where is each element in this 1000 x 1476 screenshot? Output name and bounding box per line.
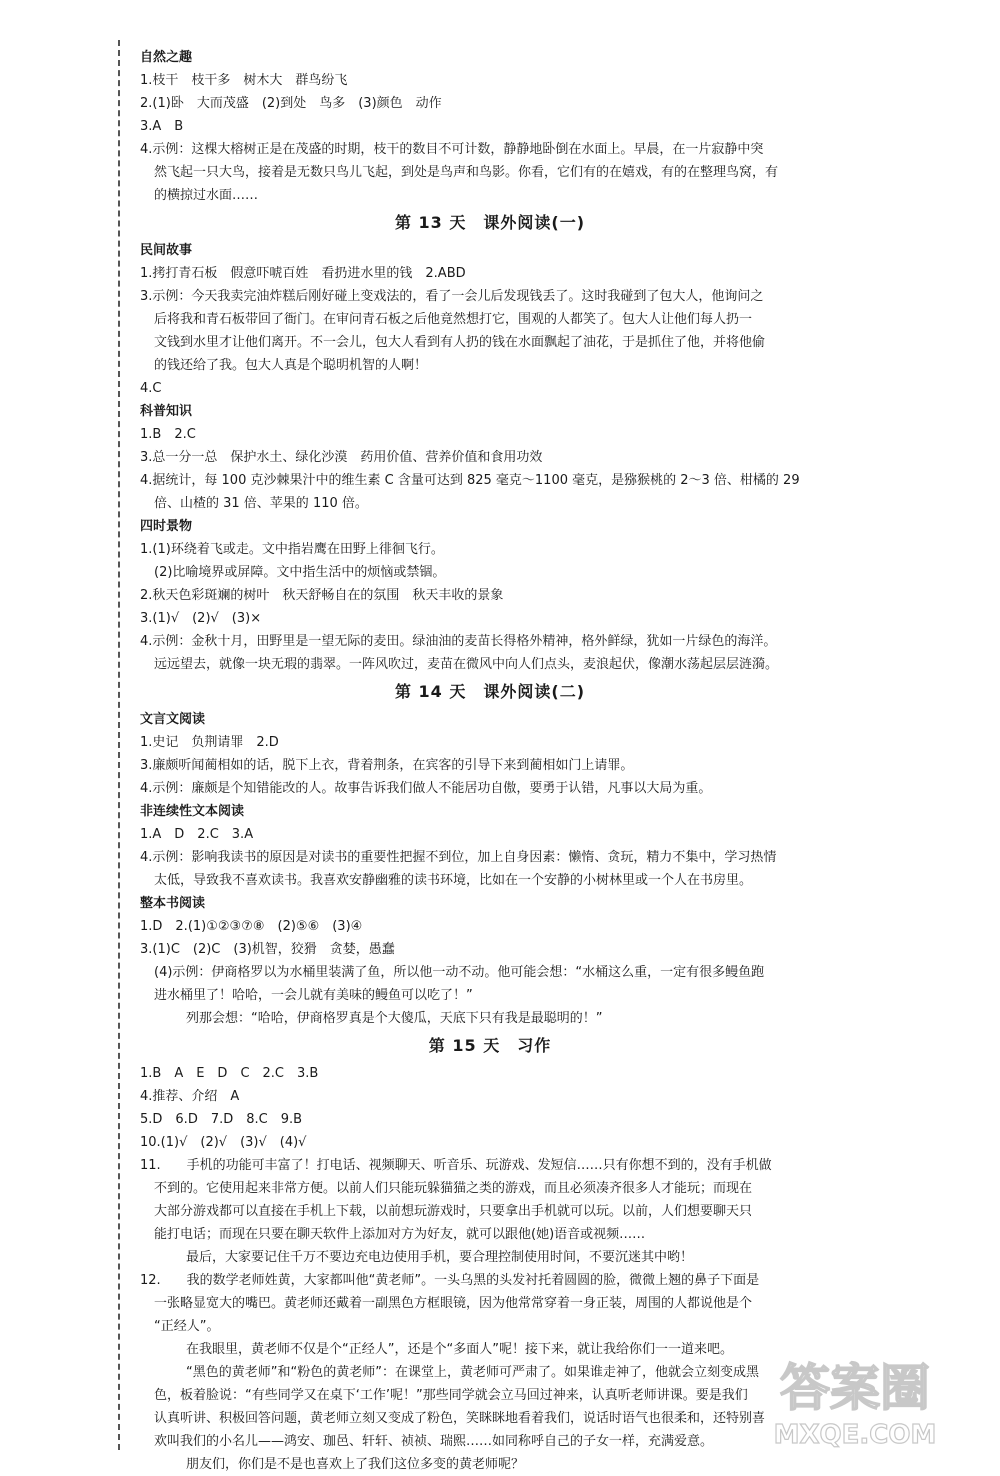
section-heading: 四时景物	[140, 519, 193, 534]
answer-line: 5.D 6.D 7.D 8.C 9.B	[140, 1112, 303, 1127]
answer-line: (4)示例：伊商格罗以为水桶里装满了鱼，所以他一动不动。他可能会想：“水桶这么重，一定有很多鳗鱼跑	[154, 965, 765, 980]
answer-line: 4.示例：金秋十月，田野里是一望无际的麦田。绿油油的麦苗长得格外精神，格外鲜绿，犹如一片绿色的海洋。	[140, 634, 777, 649]
answer-line: 一张略显宽大的嘴巴。黄老师还戴着一副黑色方框眼镜，因为他常常穿着一身正装，周围的人都说他是个	[154, 1296, 753, 1311]
answer-line: 1.枝干 枝干多 树木大 群鸟纷飞	[140, 73, 348, 88]
answer-line: 在我眼里，黄老师不仅是个“正经人”，还是个“多面人”呢！接下来，就让我给你们一一道来吧。	[186, 1342, 733, 1357]
answer-line: 然飞起一只大鸟，接着是无数只鸟儿飞起，到处是鸟声和鸟影。你看，它们有的在嬉戏，有的在整理鸟窝，有	[154, 165, 779, 180]
answer-line: (2)比喻境界或屏障。文中指生活中的烦恼或禁锢。	[154, 565, 446, 580]
answer-line: 11. 手机的功能可丰富了！打电话、视频聊天、听音乐、玩游戏、发短信……只有你想不到的，没有手机做	[140, 1158, 772, 1173]
section-heading: 民间故事	[140, 243, 193, 258]
answer-line: 3.总一分一总 保护水土、绿化沙漠 药用价值、营养价值和食用功效	[140, 450, 543, 465]
section-heading: 文言文阅读	[140, 712, 206, 727]
answer-line: 太低，导致我不喜欢读书。我喜欢安静幽雅的读书环境，比如在一个安静的小树林里或一个人在书房里。	[154, 873, 753, 888]
answer-line: 1.史记 负荆请罪 2.D	[140, 735, 279, 750]
answer-line: 4.示例：这棵大榕树正是在茂盛的时期，枝干的数目不可计数，静静地卧倒在水面上。早晨，在一片寂静中突	[140, 142, 764, 157]
section-heading: 非连续性文本阅读	[140, 804, 245, 819]
answer-line: 3.廉颇听闻蔺相如的话，脱下上衣，背着荆条，在宾客的引导下来到蔺相如门上请罪。	[140, 758, 634, 773]
day-title: 第 13 天 课外阅读(一)	[394, 213, 586, 232]
answer-line: 4.据统计，每 100 克沙棘果汁中的维生素 C 含量可达到 825 毫克～1100 毫克，是猕猴桃的 2～3 倍、柑橘的 29	[140, 473, 800, 488]
answer-line: 色，板着脸说：“有些同学又在桌下‘工作’呢！”那些同学就会立马回过神来，认真听老师讲课。要是我们	[154, 1388, 748, 1403]
binding-margin-line	[118, 40, 120, 1450]
answer-page-content	[140, 46, 840, 1476]
watermark-logo	[730, 1343, 980, 1453]
section-heading: 自然之趣	[140, 50, 193, 65]
answer-line: 文钱到水里才让他们离开。不一会儿，包大人看到有人扔的钱在水面飘起了油花，于是抓住了他，并将他偷	[154, 335, 766, 350]
answer-line: 3.A B	[140, 119, 184, 134]
day-title: 第 14 天 课外阅读(二)	[394, 682, 586, 701]
answer-line: 欢叫我们的小名儿——鸿安、珈邑、轩轩、祯祯、瑞熙……如同称呼自己的子女一样，充满爱意。	[154, 1434, 714, 1449]
answer-line: 4.推荐、介绍 A	[140, 1089, 240, 1104]
answer-line: 3.(1)C (2)C (3)机智，狡猾 贪婪，愚蠢	[140, 942, 395, 957]
answer-line: 的钱还给了我。包大人真是个聪明机智的人啊！	[154, 358, 428, 373]
answer-line: 后将我和青石板带回了衙门。在审问青石板之后他竟然想打它，围观的人都笑了。包大人让他们每人扔一	[154, 312, 753, 327]
answer-line: 3.示例：今天我卖完油炸糕后刚好碰上变戏法的，看了一会儿后发现钱丢了。这时我碰到了包大人，他询问之	[140, 289, 764, 304]
answer-line: 认真听讲、积极回答问题，黄老师立刻又变成了粉色，笑眯眯地看着我们，说话时语气也很柔和，还特别喜	[154, 1411, 766, 1426]
answer-line: 1.(1)环绕着飞或走。文中指岩鹰在田野上徘徊飞行。	[140, 542, 444, 557]
day-title: 第 15 天 习作	[428, 1036, 552, 1055]
answer-line: 不到的。它使用起来非常方便。以前人们只能玩躲猫猫之类的游戏，而且必须凑齐很多人才能玩；而现在	[154, 1181, 753, 1196]
answer-line: 1.A D 2.C 3.A	[140, 827, 254, 842]
answer-line: 朋友们，你们是不是也喜欢上了我们这位多变的黄老师呢？	[186, 1457, 525, 1472]
answer-line: 1.B A E D C 2.C 3.B	[140, 1066, 319, 1081]
answer-line: 的横掠过水面……	[154, 188, 259, 203]
answer-line: 4.示例：影响我读书的原因是对读书的重要性把握不到位，加上自身因素：懒惰、贪玩，精力不集中，学习热情	[140, 850, 777, 865]
answer-line: 列那会想：“哈哈，伊商格罗真是个大傻瓜，天底下只有我是最聪明的！”	[186, 1011, 603, 1026]
answer-line: 远远望去，就像一块无瑕的翡翠。一阵风吹过，麦苗在微风中向人们点头，麦浪起伏，像潮水荡起层层涟漪。	[154, 657, 779, 672]
answer-line: 1.拷打青石板 假意吓唬百姓 看扔进水里的钱 2.ABD	[140, 266, 466, 281]
answer-line: 大部分游戏都可以直接在手机上下载，以前想玩游戏时，只要拿出手机就可以玩。以前，人们想要聊天只	[154, 1204, 753, 1219]
answer-line: 倍、山楂的 31 倍、苹果的 110 倍。	[154, 496, 368, 511]
watermark-url: MXQE.COM	[773, 1420, 937, 1450]
answer-line: 12. 我的数学老师姓黄，大家都叫他“黄老师”。一头乌黑的头发衬托着圆圆的脸，微微上翘的鼻子下面是	[140, 1273, 760, 1288]
answer-line: 3.(1)√ (2)√ (3)×	[140, 611, 262, 626]
answer-line: 10.(1)√ (2)√ (3)√ (4)√	[140, 1135, 307, 1150]
answer-line: 4.示例：廉颇是个知错能改的人。故事告诉我们做人不能居功自傲，要勇于认错，凡事以大局为重。	[140, 781, 712, 796]
watermark-text: 答案圈	[780, 1359, 930, 1417]
answer-line: 最后，大家要记住千万不要边充电边使用手机，要合理控制使用时间，不要沉迷其中哟！	[186, 1250, 694, 1265]
answer-line: 2.(1)卧 大而茂盛 (2)到处 鸟多 (3)颜色 动作	[140, 96, 442, 111]
answer-line: 2.秋天色彩斑斓的树叶 秋天舒畅自在的氛围 秋天丰收的景象	[140, 588, 504, 603]
answer-line: 能打电话；而现在只要在聊天软件上添加对方为好友，就可以跟他(她)语音或视频……	[154, 1227, 646, 1242]
answer-line: “黑色的黄老师”和“粉色的黄老师”：在课堂上，黄老师可严肃了。如果谁走神了，他就会立刻变成黑	[186, 1365, 759, 1380]
answer-line: 1.D 2.(1)①②③⑦⑧ (2)⑤⑥ (3)④	[140, 919, 363, 934]
answer-line: 1.B 2.C	[140, 427, 196, 442]
section-heading: 科普知识	[140, 404, 193, 419]
answer-line: 进水桶里了！哈哈，一会儿就有美味的鳗鱼可以吃了！”	[154, 988, 473, 1003]
section-heading: 整本书阅读	[140, 896, 206, 911]
answer-line: 4.C	[140, 381, 162, 396]
answer-line: “正经人”。	[154, 1319, 220, 1334]
